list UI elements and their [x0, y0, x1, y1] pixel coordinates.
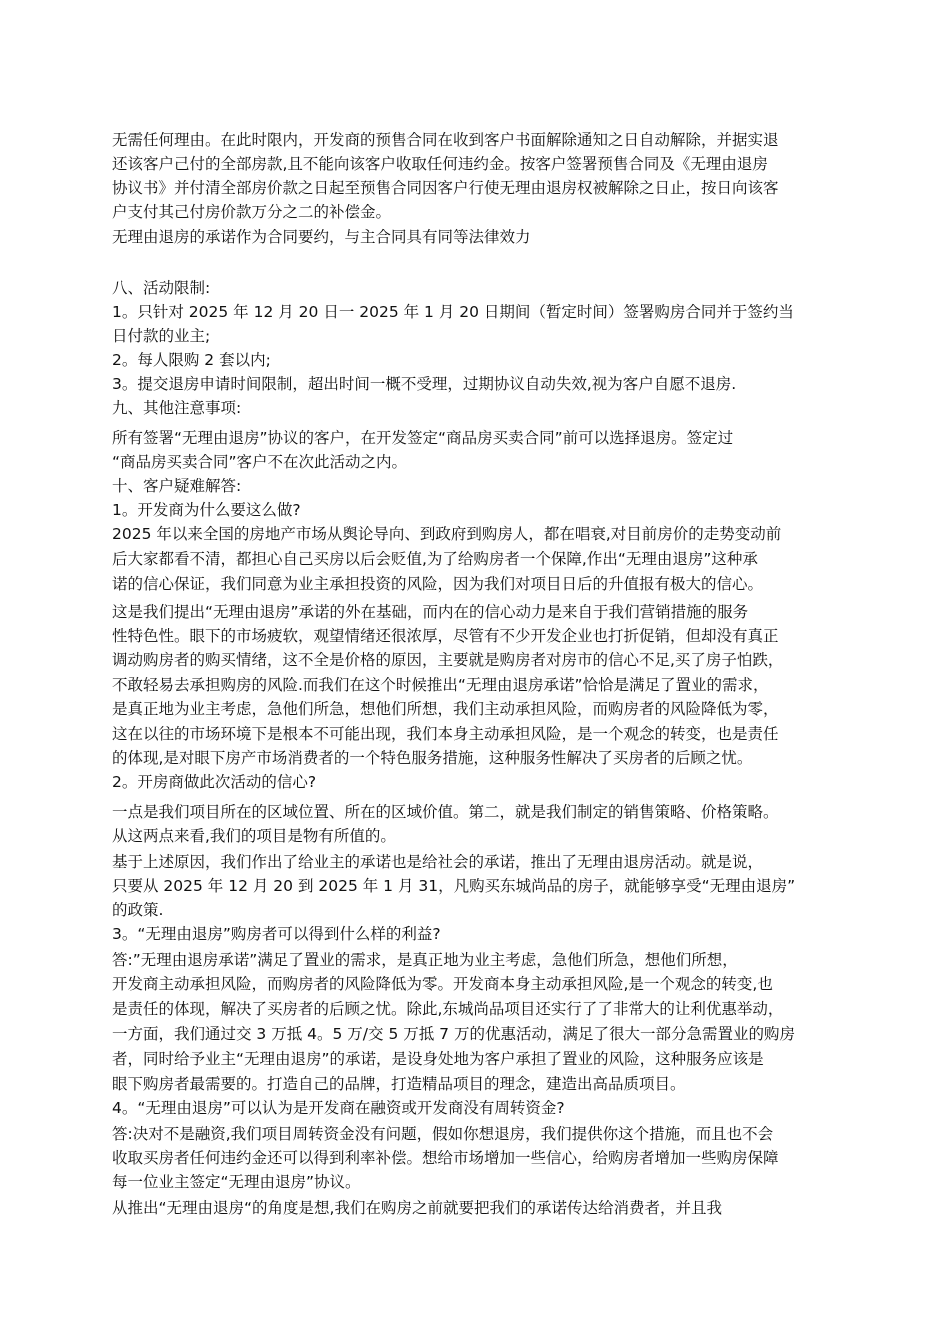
text-line: 一点是我们项目所在的区域位置、所在的区域价值。第二，就是我们制定的销售策略、价格策略。: [112, 803, 779, 821]
text-line: 只要从 2025 年 12 月 20 到 2025 年 1 月 31，凡购买东城尚品的房子，就能够享受“无理由退房”: [112, 877, 796, 895]
text-line: 3。提交退房申请时间限制，超出时间一概不受理，过期协议自动失效,视为客户自愿不退房.: [112, 375, 737, 393]
text-line: 1。开发商为什么要这么做?: [112, 501, 301, 519]
text-line: 所有签署“无理由退房”协议的客户，在开发签定“商品房买卖合同”前可以选择退房。签定过: [112, 429, 734, 447]
text-line: 的体现,是对眼下房产市场消费者的一个特色服务措施，这种服务性解决了买房者的后顾之忧。: [112, 749, 753, 767]
text-line: 收取买房者任何违约金还可以得到利率补偿。想给市场增加一些信心，给购房者增加一些购房保障: [112, 1149, 779, 1167]
text-line: 从推出“无理由退房“的角度是想,我们在购房之前就要把我们的承诺传达给消费者，并且我: [112, 1199, 722, 1217]
text-line: 2。开房商做此次活动的信心?: [112, 773, 317, 791]
text-line: 是真正地为业主考虑，急他们所急，想他们所想，我们主动承担风险，而购房者的风险降低为零，: [112, 700, 779, 718]
text-line: 还该客户己付的全部房款,且不能向该客户收取任何违约金。按客户签署预售合同及《无理由退房: [112, 155, 768, 173]
text-line: 无需任何理由。在此时限内，开发商的预售合同在收到客户书面解除通知之日自动解除，并据实退: [112, 131, 779, 149]
text-line: 不敢轻易去承担购房的风险.而我们在这个时候推出“无理由退房承诺”恰恰是满足了置业的需求，: [112, 676, 769, 694]
text-line: 诺的信心保证，我们同意为业主承担投资的风险，因为我们对项目日后的升值报有极大的信心。: [112, 575, 764, 593]
text-line: “商品房买卖合同”客户不在次此活动之内。: [112, 453, 408, 471]
text-line: 2025 年以来全国的房地产市场从舆论导向、到政府到购房人，都在唱衰,对目前房价的走势变动前: [112, 525, 782, 543]
text-line: 从这两点来看,我们的项目是物有所值的。: [112, 827, 396, 845]
text-line: 4。“无理由退房”可以认为是开发商在融资或开发商没有周转资金?: [112, 1099, 565, 1117]
text-line: 无理由退房的承诺作为合同要约，与主合同具有同等法律效力: [112, 228, 531, 246]
text-line: 答:”无理由退房承诺”满足了置业的需求，是真正地为业主考虑，急他们所急，想他们所想，: [112, 951, 738, 969]
text-line: 日付款的业主;: [112, 327, 211, 345]
text-line: 3。“无理由退房”购房者可以得到什么样的利益?: [112, 925, 441, 943]
text-line: 调动购房者的购买情绪，这不全是价格的原因，主要就是购房者对房市的信心不足,买了房子怕跌，: [112, 651, 784, 669]
section-heading: 九、其他注意事项:: [112, 399, 242, 417]
text-line: 基于上述原因，我们作出了给业主的承诺也是给社会的承诺，推出了无理由退房活动。就是说，: [112, 853, 764, 871]
text-line: 2。每人限购 2 套以内;: [112, 351, 271, 369]
text-line: 眼下购房者最需要的。打造自己的品牌，打造精品项目的理念，建造出高品质项目。: [112, 1075, 686, 1093]
text-line: 后大家都看不清，都担心自己买房以后会贬值,为了给购房者一个保障,作出“无理由退房”这种承: [112, 550, 758, 568]
text-line: 这在以往的市场环境下是根本不可能出现，我们本身主动承担风险，是一个观念的转变，也是责任: [112, 725, 779, 743]
text-line: 这是我们提出“无理由退房”承诺的外在基础，而内在的信心动力是来自于我们营销措施的服务: [112, 603, 749, 621]
text-line: 者，同时给予业主“无理由退房”的承诺，是设身处地为客户承担了置业的风险，这种服务应该是: [112, 1050, 764, 1068]
text-line: 性特色性。眼下的市场疲软，观望情绪还很浓厚，尽管有不少开发企业也打折促销，但却没有真正: [112, 627, 779, 645]
text-line: 的政策.: [112, 901, 164, 919]
section-heading: 十、客户疑难解答:: [112, 477, 242, 495]
text-line: 1。只针对 2025 年 12 月 20 日一 2025 年 1 月 20 日期间（暂定时间）签署购房合同并于签约当: [112, 303, 794, 321]
text-line: 协议书》并付清全部房价款之日起至预售合同因客户行使无理由退房权被解除之日止，按日向该客: [112, 179, 779, 197]
text-line: 答:决对不是融资,我们项目周转资金没有问题，假如你想退房，我们提供你这个措施，而且也不会: [112, 1125, 774, 1143]
text-line: 是责任的体现，解决了买房者的后顾之忧。除此,东城尚品项目还实行了了非常大的让利优惠举动，: [112, 1000, 784, 1018]
text-line: 户支付其己付房价款万分之二的补偿金。: [112, 203, 392, 221]
text-line: 一方面，我们通过交 3 万抵 4。5 万/交 5 万抵 7 万的优惠活动，满足了很大一部分急需置业的购房: [112, 1025, 795, 1043]
text-line: 开发商主动承担风险，而购房者的风险降低为零。开发商本身主动承担风险,是一个观念的转变,也: [112, 975, 773, 993]
text-line: 每一位业主签定“无理由退房”协议。: [112, 1173, 361, 1191]
section-heading: 八、活动限制:: [112, 279, 211, 297]
